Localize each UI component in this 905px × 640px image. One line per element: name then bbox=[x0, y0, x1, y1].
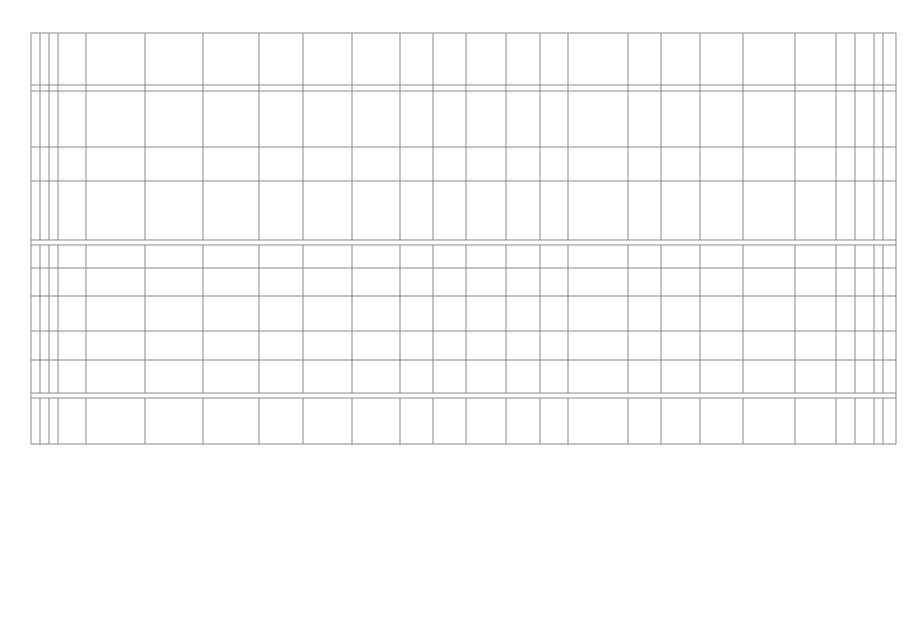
table-cell bbox=[700, 91, 743, 147]
table-cell bbox=[433, 245, 466, 268]
table-cell bbox=[874, 245, 883, 268]
table-cell bbox=[145, 331, 203, 360]
table-cell bbox=[303, 181, 352, 240]
column-header bbox=[568, 33, 628, 85]
table-cell bbox=[303, 360, 352, 393]
table-cell bbox=[700, 296, 743, 331]
table-cell bbox=[743, 398, 795, 444]
table-cell bbox=[49, 181, 58, 240]
table-cell bbox=[49, 296, 58, 331]
table-cell bbox=[303, 147, 352, 181]
table-cell bbox=[874, 181, 883, 240]
column-header bbox=[700, 33, 743, 85]
table-cell bbox=[836, 331, 855, 360]
table-cell bbox=[506, 296, 540, 331]
column-header bbox=[540, 33, 568, 85]
table-cell bbox=[568, 181, 628, 240]
table-cell bbox=[795, 398, 836, 444]
column-header bbox=[661, 33, 700, 85]
table-cell bbox=[203, 268, 259, 296]
table-cell bbox=[700, 360, 743, 393]
table-cell bbox=[145, 91, 203, 147]
column-header bbox=[400, 33, 433, 85]
table-cell bbox=[433, 296, 466, 331]
table-cell bbox=[31, 398, 40, 444]
table-cell bbox=[259, 268, 303, 296]
table-cell bbox=[86, 398, 145, 444]
table-cell bbox=[883, 360, 896, 393]
column-header bbox=[795, 33, 836, 85]
table-cell bbox=[855, 147, 874, 181]
table-cell bbox=[466, 398, 506, 444]
table-cell bbox=[661, 331, 700, 360]
table-cell bbox=[433, 398, 466, 444]
table-cell bbox=[661, 296, 700, 331]
table-cell bbox=[352, 296, 400, 331]
table-cell bbox=[31, 91, 40, 147]
table-cell bbox=[40, 181, 49, 240]
table-cell bbox=[400, 181, 433, 240]
table-cell bbox=[58, 360, 86, 393]
table-cell bbox=[31, 296, 40, 331]
column-header bbox=[31, 33, 40, 85]
table-cell bbox=[661, 360, 700, 393]
table-cell bbox=[58, 91, 86, 147]
column-header bbox=[743, 33, 795, 85]
table-cell bbox=[86, 268, 145, 296]
table-cell bbox=[540, 398, 568, 444]
table-cell bbox=[743, 331, 795, 360]
table-cell bbox=[628, 331, 661, 360]
table-cell bbox=[540, 296, 568, 331]
table-cell bbox=[540, 147, 568, 181]
table-cell bbox=[145, 245, 203, 268]
table-cell bbox=[628, 398, 661, 444]
table-cell bbox=[203, 360, 259, 393]
table-cell bbox=[795, 181, 836, 240]
table-cell bbox=[58, 245, 86, 268]
table-cell bbox=[874, 147, 883, 181]
table-cell bbox=[661, 268, 700, 296]
table-cell bbox=[466, 147, 506, 181]
table-cell bbox=[259, 147, 303, 181]
table-cell bbox=[58, 147, 86, 181]
column-header bbox=[883, 33, 896, 85]
table-cell bbox=[874, 360, 883, 393]
table-cell bbox=[568, 91, 628, 147]
table-cell bbox=[466, 245, 506, 268]
table-cell bbox=[568, 296, 628, 331]
table-cell bbox=[466, 181, 506, 240]
table-cell bbox=[836, 181, 855, 240]
table-cell bbox=[743, 147, 795, 181]
table-cell bbox=[31, 181, 40, 240]
table-cell bbox=[506, 360, 540, 393]
table-cell bbox=[743, 181, 795, 240]
table-cell bbox=[259, 245, 303, 268]
table-cell bbox=[31, 147, 40, 181]
table-cell bbox=[506, 245, 540, 268]
table-cell bbox=[352, 398, 400, 444]
table-cell bbox=[568, 398, 628, 444]
table-cell bbox=[883, 245, 896, 268]
table-cell bbox=[568, 268, 628, 296]
table-cell bbox=[86, 296, 145, 331]
table-cell bbox=[58, 296, 86, 331]
table-cell bbox=[203, 91, 259, 147]
table-cell bbox=[883, 181, 896, 240]
table-cell bbox=[58, 268, 86, 296]
table-cell bbox=[49, 91, 58, 147]
column-header bbox=[203, 33, 259, 85]
table-cell bbox=[855, 181, 874, 240]
table-cell bbox=[795, 331, 836, 360]
table-cell bbox=[145, 147, 203, 181]
table-cell bbox=[506, 331, 540, 360]
table-cell bbox=[40, 360, 49, 393]
table-cell bbox=[259, 296, 303, 331]
table-cell bbox=[203, 296, 259, 331]
table-cell bbox=[145, 360, 203, 393]
table-cell bbox=[628, 147, 661, 181]
table-cell bbox=[883, 268, 896, 296]
table-cell bbox=[303, 245, 352, 268]
table-cell bbox=[466, 296, 506, 331]
column-header bbox=[49, 33, 58, 85]
table-cell bbox=[661, 147, 700, 181]
table-cell bbox=[506, 268, 540, 296]
table-cell bbox=[40, 147, 49, 181]
column-header bbox=[628, 33, 661, 85]
column-header bbox=[40, 33, 49, 85]
table-cell bbox=[203, 245, 259, 268]
table-cell bbox=[86, 181, 145, 240]
table-cell bbox=[628, 360, 661, 393]
table-cell bbox=[743, 268, 795, 296]
table-cell bbox=[433, 147, 466, 181]
table-cell bbox=[31, 268, 40, 296]
table-cell bbox=[883, 398, 896, 444]
table-cell bbox=[40, 398, 49, 444]
table-cell bbox=[259, 181, 303, 240]
table-cell bbox=[883, 91, 896, 147]
table-cell bbox=[400, 245, 433, 268]
table-cell bbox=[400, 360, 433, 393]
column-header bbox=[466, 33, 506, 85]
table-cell bbox=[628, 91, 661, 147]
column-header bbox=[303, 33, 352, 85]
column-header bbox=[836, 33, 855, 85]
table-cell bbox=[400, 296, 433, 331]
column-header bbox=[58, 33, 86, 85]
table-cell bbox=[49, 360, 58, 393]
table-cell bbox=[700, 147, 743, 181]
table-cell bbox=[40, 296, 49, 331]
table-cell bbox=[540, 268, 568, 296]
table-cell bbox=[145, 296, 203, 331]
table-cell bbox=[700, 331, 743, 360]
table-cell bbox=[506, 147, 540, 181]
table-cell bbox=[836, 147, 855, 181]
table-cell bbox=[203, 398, 259, 444]
table-cell bbox=[352, 360, 400, 393]
table-cell bbox=[883, 147, 896, 181]
table-cell bbox=[86, 147, 145, 181]
table-cell bbox=[203, 331, 259, 360]
table-cell bbox=[568, 245, 628, 268]
table-cell bbox=[855, 245, 874, 268]
table-cell bbox=[874, 91, 883, 147]
column-header bbox=[259, 33, 303, 85]
table-cell bbox=[433, 331, 466, 360]
table-cell bbox=[700, 245, 743, 268]
table-cell bbox=[303, 331, 352, 360]
table-cell bbox=[352, 268, 400, 296]
table-cell bbox=[58, 331, 86, 360]
table-cell bbox=[433, 91, 466, 147]
table-cell bbox=[855, 360, 874, 393]
table-cell bbox=[855, 268, 874, 296]
table-cell bbox=[661, 398, 700, 444]
table-cell bbox=[352, 181, 400, 240]
table-cell bbox=[86, 360, 145, 393]
table-cell bbox=[568, 331, 628, 360]
table-cell bbox=[49, 398, 58, 444]
table-cell bbox=[466, 360, 506, 393]
table-cell bbox=[743, 360, 795, 393]
table-cell bbox=[540, 360, 568, 393]
table-cell bbox=[259, 398, 303, 444]
table-cell bbox=[540, 91, 568, 147]
table-cell bbox=[145, 268, 203, 296]
table-cell bbox=[203, 181, 259, 240]
table-cell bbox=[259, 91, 303, 147]
table-cell bbox=[568, 360, 628, 393]
table-cell bbox=[466, 331, 506, 360]
table-cell bbox=[40, 245, 49, 268]
table-cell bbox=[628, 296, 661, 331]
table-cell bbox=[352, 91, 400, 147]
table-cell bbox=[700, 181, 743, 240]
table-cell bbox=[145, 181, 203, 240]
table-cell bbox=[58, 398, 86, 444]
table-cell bbox=[31, 245, 40, 268]
table-cell bbox=[259, 331, 303, 360]
table-cell bbox=[883, 331, 896, 360]
table-cell bbox=[506, 181, 540, 240]
table-cell bbox=[540, 181, 568, 240]
column-header bbox=[352, 33, 400, 85]
table-cell bbox=[836, 91, 855, 147]
column-header bbox=[506, 33, 540, 85]
table-cell bbox=[49, 331, 58, 360]
table-cell bbox=[874, 296, 883, 331]
table-cell bbox=[836, 398, 855, 444]
table-cell bbox=[259, 360, 303, 393]
table-cell bbox=[303, 296, 352, 331]
table-cell bbox=[400, 331, 433, 360]
table-cell bbox=[203, 147, 259, 181]
table-cell bbox=[568, 147, 628, 181]
table-cell bbox=[303, 268, 352, 296]
column-header bbox=[855, 33, 874, 85]
table-cell bbox=[145, 398, 203, 444]
table-cell bbox=[400, 398, 433, 444]
table-cell bbox=[86, 245, 145, 268]
table-cell bbox=[31, 360, 40, 393]
table-cell bbox=[855, 398, 874, 444]
table-cell bbox=[743, 296, 795, 331]
table-cell bbox=[40, 331, 49, 360]
table-cell bbox=[855, 91, 874, 147]
table-cell bbox=[400, 268, 433, 296]
table-cell bbox=[700, 398, 743, 444]
table-cell bbox=[795, 296, 836, 331]
table-cell bbox=[743, 245, 795, 268]
table-cell bbox=[795, 360, 836, 393]
table-cell bbox=[49, 245, 58, 268]
table-cell bbox=[49, 268, 58, 296]
column-header bbox=[874, 33, 883, 85]
table-cell bbox=[855, 331, 874, 360]
table-cell bbox=[352, 331, 400, 360]
table-cell bbox=[836, 245, 855, 268]
table-cell bbox=[874, 268, 883, 296]
table-cell bbox=[836, 296, 855, 331]
table-cell bbox=[466, 91, 506, 147]
table-cell bbox=[506, 398, 540, 444]
table-cell bbox=[874, 331, 883, 360]
table-cell bbox=[303, 398, 352, 444]
table-cell bbox=[49, 147, 58, 181]
table-cell bbox=[400, 147, 433, 181]
table-cell bbox=[433, 268, 466, 296]
table-cell bbox=[661, 91, 700, 147]
table-cell bbox=[661, 181, 700, 240]
table-cell bbox=[31, 331, 40, 360]
table-cell bbox=[836, 268, 855, 296]
table-cell bbox=[433, 360, 466, 393]
table-cell bbox=[795, 268, 836, 296]
table-cell bbox=[58, 181, 86, 240]
table-cell bbox=[352, 245, 400, 268]
table-cell bbox=[433, 181, 466, 240]
table-cell bbox=[795, 245, 836, 268]
column-header bbox=[433, 33, 466, 85]
column-header bbox=[145, 33, 203, 85]
table-cell bbox=[661, 245, 700, 268]
table-cell bbox=[795, 91, 836, 147]
table-cell bbox=[855, 296, 874, 331]
table-cell bbox=[40, 91, 49, 147]
table-cell bbox=[540, 331, 568, 360]
table-cell bbox=[795, 147, 836, 181]
table-cell bbox=[352, 147, 400, 181]
table-cell bbox=[874, 398, 883, 444]
table-cell bbox=[86, 91, 145, 147]
table-cell bbox=[836, 360, 855, 393]
table-cell bbox=[700, 268, 743, 296]
table-cell bbox=[628, 181, 661, 240]
table-cell bbox=[86, 331, 145, 360]
table-cell bbox=[506, 91, 540, 147]
table-cell bbox=[883, 296, 896, 331]
table-cell bbox=[466, 268, 506, 296]
table-cell bbox=[628, 245, 661, 268]
table-cell bbox=[400, 91, 433, 147]
column-header bbox=[86, 33, 145, 85]
table-cell bbox=[743, 91, 795, 147]
table-cell bbox=[303, 91, 352, 147]
table-cell bbox=[540, 245, 568, 268]
table-cell bbox=[40, 268, 49, 296]
table-cell bbox=[628, 268, 661, 296]
